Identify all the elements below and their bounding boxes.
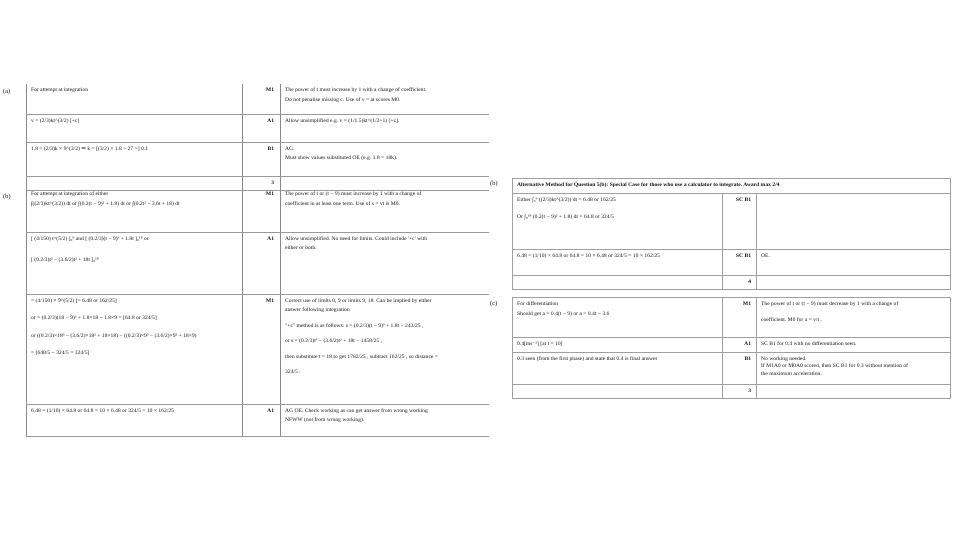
guidance-cell: SC B1 for 0.4 with no differentiation seen. — [757, 338, 951, 353]
guidance-line: AG. — [285, 145, 295, 152]
guidance-cell — [281, 188, 489, 232]
mark-cell: B1 — [723, 352, 757, 384]
guidance-cell — [281, 84, 489, 114]
guidance-line: The power of t or (t − 9) must increase by 1 with a change of — [285, 191, 422, 197]
working-cell: v = (2/3)kt^(3/2) [+c] — [27, 114, 243, 142]
guidance-line: No working needed. — [761, 355, 807, 362]
working-line: or = (0.2/3)(18 − 9)³ + 1.8×18 − 1.8×9 = [64.8 or 324/5] — [31, 315, 157, 322]
guidance-line: or s = (0.2/3)t³ − (3.6/2)t² + 18t − 1458/25 , — [285, 338, 382, 345]
guidance-line: NFWW (not from wrong working). — [285, 417, 365, 424]
guidance-cell — [281, 232, 489, 294]
working-line: Or ∫₉¹⁸ (0.2(t − 9)² + 1.8) dt = 64.8 or 324/5 — [517, 214, 614, 221]
guidance-line: Correct use of limits 0, 9 or limits 9, 18. Can be implied by either — [285, 297, 432, 304]
working-cell: 6.48 = (1/10) × 64.8 or 64.8 = 10 × 6.48 or 324/5 = 10 × 162/25 — [27, 404, 243, 436]
table-row — [27, 188, 489, 232]
guidance-cell — [281, 404, 489, 436]
total-row — [513, 275, 951, 290]
mark-cell: M1 — [243, 294, 281, 404]
guidance-cell: Allow unsimplified e.g. v = (1/1.5)kt^(1/2+1) [+c]. — [281, 114, 489, 142]
mark-cell: A1 — [243, 114, 281, 142]
mark-cell: A1 — [723, 338, 757, 353]
working-line: [ (0.2/3)t³ − (3.6/2)t² + 18t ]₉¹⁸ — [31, 257, 99, 264]
working-line: [ (4/150) t^(5/2) ]₀⁹ and [ (0.2/3)(t − 9)³ + 1.8t ]₉¹⁸ or — [31, 235, 149, 242]
alt-method-header: Alternative Method for Question 5(b): Special Case for those who use a calculator to integrate. Award max 2/4 — [513, 179, 951, 194]
table-row — [27, 294, 489, 404]
table-header-row — [513, 179, 951, 194]
mark-cell: M1 — [243, 188, 281, 232]
table-row — [513, 193, 951, 249]
table-row — [513, 298, 951, 338]
working-line: For differentiation — [517, 301, 559, 307]
working-cell: 0.4[ms⁻²] [at t = 10] — [513, 338, 723, 353]
working-cell — [513, 193, 723, 249]
guidance-line: the maximum acceleration. — [761, 370, 822, 377]
part-a-markscheme-table — [26, 84, 489, 191]
total-mark: 3 — [723, 384, 757, 399]
guidance-cell — [757, 298, 951, 338]
total-row — [513, 384, 951, 399]
working-cell — [27, 188, 243, 232]
working-line: Either ∫₀⁹ ((2/3)kt^(3/2)) dt = 6.48 or 162/25 — [517, 196, 616, 203]
alternative-method-table — [512, 178, 951, 290]
part-b-alt-label: (b) — [490, 180, 498, 187]
guidance-line: The power of t must increase by 1 with a change of coefficient. — [285, 87, 427, 93]
table-row — [513, 249, 951, 275]
guidance-line: answer following integration — [285, 307, 350, 314]
guidance-line: If M1A0 or M0A0 scored, then SC B1 for 0.3 without mention of — [761, 363, 908, 370]
part-c-label: (c) — [490, 300, 498, 307]
working-cell — [27, 294, 243, 404]
mark-cell: M1 — [243, 84, 281, 114]
working-cell: 6.48 = (1/10) × 64.8 or 64.8 = 10 × 6.48 or 324/5 = 10 × 162/25 — [513, 249, 723, 275]
guidance-line: AG OE. Check working as can get answer from wrong working — [285, 407, 428, 414]
table-row — [513, 338, 951, 353]
working-cell: For attempt at integration — [27, 84, 243, 114]
working-line: For attempt at integration of either — [31, 191, 109, 197]
mark-cell: SC B1 — [723, 249, 757, 275]
mark-cell: M1 — [723, 298, 757, 338]
part-b-markscheme-table — [26, 188, 489, 437]
part-b-label: (b) — [3, 193, 11, 200]
working-line: or ((0.2/3)×18³ − (3.6/2)×18² + 18×18) − ((0.2/3)×9³ − (3.6/2)×9² + 18×9) — [31, 332, 197, 339]
guidance-line: Do not penalise missing c. Use of v = at scores M0. — [285, 96, 401, 103]
guidance-line: Must show values substituted OE (e.g. 1.8 = 18k). — [285, 155, 398, 162]
table-row — [27, 114, 489, 142]
guidance-line: either or both. — [285, 245, 317, 252]
total-mark: 4 — [723, 275, 757, 290]
guidance-cell — [757, 352, 951, 384]
working-line: Should get a = 0.4(t − 9) or a = 0.4t − 3.6 — [517, 310, 610, 317]
guidance-line: Allow unsimplified. No need for limits. Could include '+c' with — [285, 235, 428, 242]
table-row — [27, 232, 489, 294]
working-line: = (4/150) × 9^(5/2) [= 6.48 or 162/25] — [31, 297, 117, 304]
working-cell: 0.3 seen (from the first phase) and state that 0.4 is final answer — [513, 352, 723, 384]
working-cell — [513, 298, 723, 338]
table-row — [513, 352, 951, 384]
guidance-cell — [281, 294, 489, 404]
working-cell — [27, 232, 243, 294]
mark-cell: A1 — [243, 232, 281, 294]
mark-cell: A1 — [243, 404, 281, 436]
guidance-line: coefficient. M0 for a = v/t . — [761, 316, 822, 323]
guidance-line: The power of t or (t − 9) must decrease by 1 with a change of — [761, 301, 899, 307]
working-line: ∫((2/3)kt^(3/2)) dt or ∫(0.2(t − 9)² + 1.8) dt or ∫(0.2t² − 3.6t + 18) dt — [31, 200, 180, 207]
total-mark: 3 — [243, 176, 281, 191]
table-row — [27, 142, 489, 176]
guidance-cell — [757, 193, 951, 249]
mark-cell: B1 — [243, 142, 281, 176]
guidance-line: "+c" method is as follows: s = (0.2/3)(t − 9)³ + 1.8t − 243/25 , — [285, 322, 424, 329]
working-line: = [648/5 − 324/5 = 324/5] — [31, 350, 90, 357]
part-c-markscheme-table — [512, 297, 951, 399]
guidance-line: coefficient in at least one term. Use of s = vt is M0. — [285, 200, 400, 207]
guidance-line: then substitute t = 18 to get 1782/25 , subtract 162/25 , so distance = — [285, 353, 438, 360]
mark-cell: SC B1 — [723, 193, 757, 249]
guidance-cell — [281, 142, 489, 176]
guidance-line: 324/5 . — [285, 369, 301, 376]
part-a-label: (a) — [3, 88, 11, 95]
working-cell: 1.8 = (2/3)k × 9^(3/2) ⇒ k = [(3/2) × 1.8 ÷ 27 =] 0.1 — [27, 142, 243, 176]
table-row — [27, 404, 489, 436]
guidance-cell: OE. — [757, 249, 951, 275]
table-row — [27, 84, 489, 114]
